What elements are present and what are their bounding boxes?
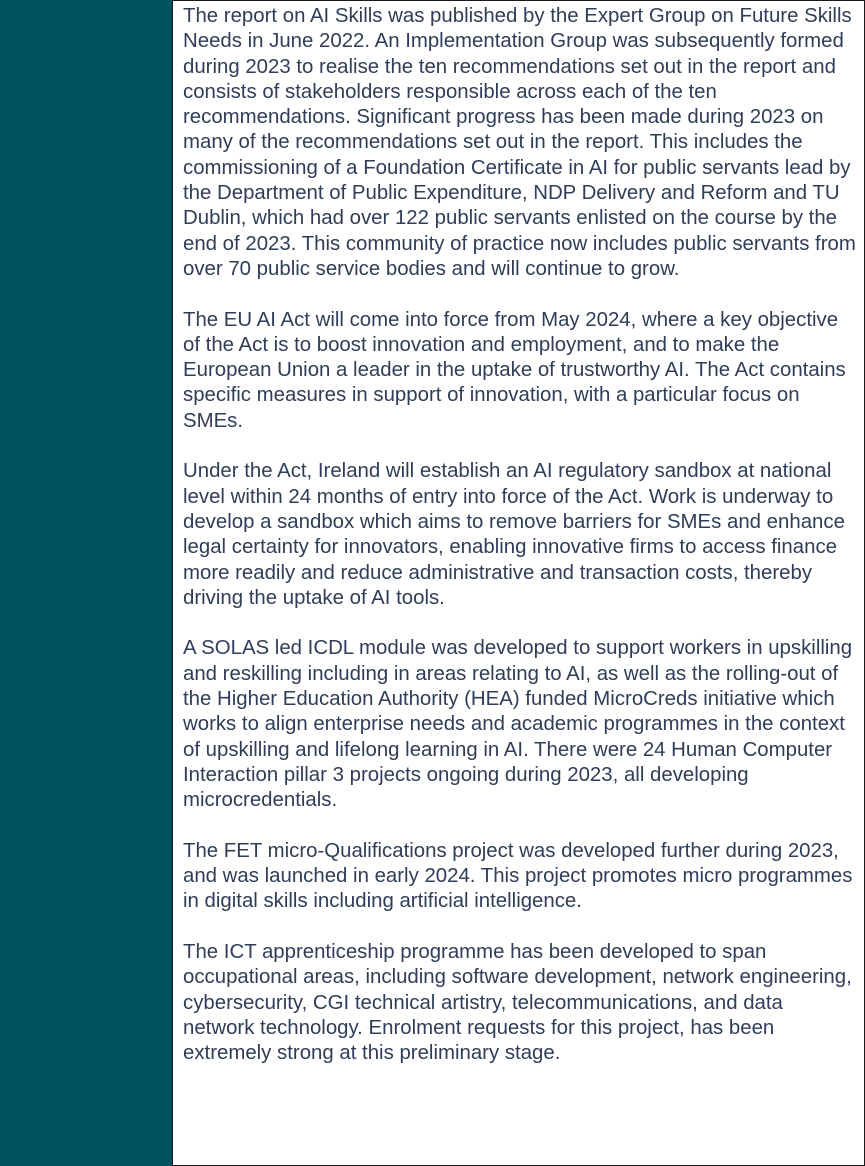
paragraph-fet-micro-qualifications: The FET micro-Qualifications project was developed further during 2023, and was launched in early 2024. This project promotes micro programmes in digital skills including artificial intelligence. (183, 839, 853, 913)
table-left-column (0, 0, 173, 1166)
paragraph-ai-skills-report: The report on AI Skills was published by the Expert Group on Future Skills Needs in June 2022. An Implementation Group was subsequently formed during 2023 to realise the ten recommendations set out in the report and consists of stakeholders responsible across each of the ten recommendations. Significant progress has been made during 2023 on many of the recommendations set out in the report. This includes the commissioning of a Foundation Certificate in AI for public servants lead by the Department of Public Expenditure, NDP Delivery and Reform and TU Dublin, which had over 122 public servants enlisted on the course by the end of 2023. This community of practice now includes public servants from over 70 public service bodies and will continue to grow. (183, 5, 856, 280)
table-content-cell (173, 0, 865, 1166)
paragraph-solas-icdl: A SOLAS led ICDL module was developed to support workers in upskilling and reskilling including in areas relating to AI, as well as the rolling-out of the Higher Education Authority (HEA) funded MicroCreds initiative which works to align enterprise needs and academic programmes in the context of upskilling and lifelong learning in AI. There were 24 Human Computer Interaction pillar 3 projects ongoing during 2023, all developing microcredentials. (183, 637, 853, 812)
paragraph-eu-ai-act: The EU AI Act will come into force from May 2024, where a key objective of the Act is to boost innovation and employment, and to make the European Union a leader in the uptake of trustworthy AI. The Act contains specific measures in support of innovation, with a particular focus on SMEs. (183, 308, 846, 432)
paragraph-regulatory-sandbox: Under the Act, Ireland will establish an AI regulatory sandbox at national level within 24 months of entry into force of the Act. Work is underway to develop a sandbox which aims to remove barriers for SMEs and enhance legal certainty for innovators, enabling innovative firms to access finance more readily and reduce administrative and transaction costs, thereby driving the uptake of AI tools. (183, 460, 845, 609)
paragraph-ict-apprenticeship: The ICT apprenticeship programme has been developed to span occupational areas, including software development, network engineering, cybersecurity, CGI technical artistry, telecommunications, and data network technology. Enrolment requests for this project, has been extremely strong at this preliminary stage. (183, 940, 852, 1065)
